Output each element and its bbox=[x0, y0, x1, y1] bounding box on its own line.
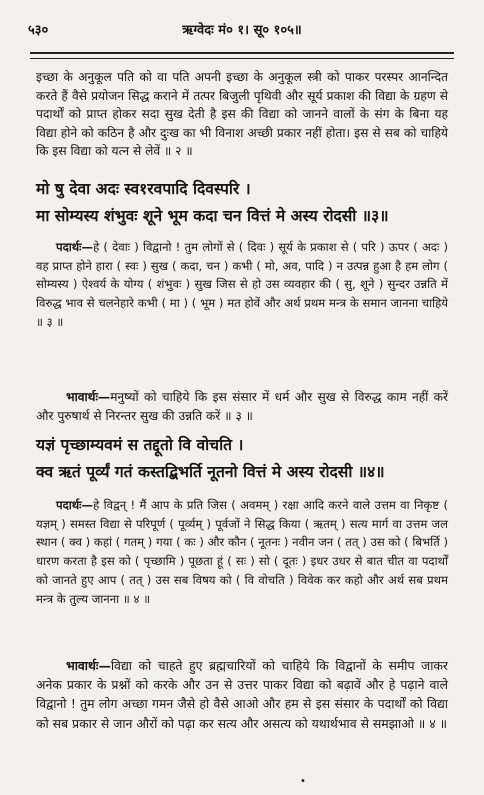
bhavartha-4-label: भावार्थः— bbox=[66, 658, 111, 673]
header-rule bbox=[30, 52, 454, 59]
running-title: ऋग्वेदः मं० १। सू० १०५॥ bbox=[182, 23, 302, 38]
padartha-3 bbox=[36, 238, 448, 332]
bhavartha-3 bbox=[36, 388, 448, 425]
bhavartha-4-text: विद्या को चाहते हुए ब्रह्मचारियों को चाहिये कि विद्वानों के समीप जाकर अनेक प्रकार के प्रश्नों को करके और उन से उत्तर पाकर विद्या को बढ़ावें और हे पढ़ाने वाले विद्वानो ! तुम लोग अच्छा गमन जैसे हो वैसे आओ और हम से इस संसार के पदार्थों को विद्या को सब प्रकार से जान औरों को पढ़ा कर सत्य और असत्य को यथार्थभाव से समझाओ ॥ ४ ॥ bbox=[36, 658, 448, 731]
bhavartha-3-text: मनुष्यों को चाहिये कि इस संसार में धर्म और सुख से विरुद्ध काम नहीं करें और पुरुषार्थ से निरन्तर सुख की उन्नति करें ॥ ३ ॥ bbox=[36, 390, 448, 423]
page-number: ५३० bbox=[28, 23, 49, 38]
mantra-4-line-2: क्व ऋतं पूर्व्यं गतं कस्तद्बिभर्ति नूतनो वित्तं मे अस्य रोदसी ॥४॥ bbox=[36, 463, 385, 481]
padartha-4-text: हे विद्वन् ! मैं आप के प्रति जिस ( अवमम् ) रक्षा आदि करने वाले उत्तम वा निकृष्ट ( यज्ञम् ) समस्त विद्या से परिपूर्ण ( पूर्व्यम् ) पूर्वजों ने सिद्ध किया ( ऋतम् ) सत्य मार्ग वा उत्तम जल स्थान ( क्व ) कहां ( गतम् ) गया ( कः ) और कौन ( नूतनः ) नवीन जन ( तत् ) उस को ( बिभर्ति ) धारण करता है इस को ( पृच्छामि ) पूछता हूं ( सः ) सो ( दूतः ) इधर उधर से बात चीत वा पदार्थों को जानते हुए आप ( तत् ) उस सब विषय को ( वि वोचति ) विवेक कर कहो और अर्थ सब प्रथम मन्त्र के तुल्य जानना ॥ ४ ॥ bbox=[36, 498, 448, 606]
mantra-4-line-1: यज्ञं पृच्छाम्यवमं स तद्दूतो वि वोचति । bbox=[36, 436, 244, 454]
printer-mark: • bbox=[300, 776, 306, 787]
intro-paragraph: इच्छा के अनुकूल पति को वा पति अपनी इच्छा के अनुकूल स्त्री को पाकर परस्पर आनन्दित करते हैं वैसे प्रयोजन सिद्ध कराने में तत्पर बिजुली पृथिवी और सूर्य प्रकाश की विद्या के ग्रहण से पदार्थों को प्राप्त होकर सदा सुख देती है इस की विद्या को जानने वालों के संग के बिना यह विद्या होने को कठिन है और दुःख का भी विनाश अच्छी प्रकार नहीं होता। इस से सब को चाहिये कि इस विद्या को यत्न से लेवें ॥ २ ॥ bbox=[36, 70, 448, 159]
page-header bbox=[18, 18, 466, 40]
mantra-3-line-1: मो षु देवा अदः स्व१रवपादि दिवस्परि । bbox=[36, 180, 251, 198]
padartha-3-label: पदार्थः— bbox=[56, 240, 94, 254]
bhavartha-4 bbox=[36, 656, 448, 733]
mantra-3-line-2: मा सोम्यस्य शंभुवः शूने भूम कदा चन वित्तं मे अस्य रोदसी ॥३॥ bbox=[36, 207, 389, 225]
bhavartha-3-label: भावार्थः— bbox=[66, 390, 111, 404]
padartha-4-label: पदार्थः— bbox=[56, 498, 94, 512]
padartha-3-text: हे ( देवाः ) विद्वानो ! तुम लोगों से ( दिवः ) सूर्य के प्रकाश से ( परि ) ऊपर ( अदः ) वह प्राप्त होने हारा ( स्वः ) सुख ( कदा, चन ) कभी ( मो, अव, पादि ) न उत्पन्न हुआ है हम लोग ( सोम्यस्य ) ऐश्वर्य के योग्य ( शंभुवः ) सुख जिस से हो उस व्यवहार की ( सु, शूने ) सुन्दर उन्नति में विरुद्ध भाव से चलनेहारे कभी ( मा ) ( भूम ) मत होवें और अर्थ प्रथम मन्त्र के समान जानना चाहिये ॥ ३ ॥ bbox=[36, 240, 448, 329]
padartha-4 bbox=[36, 496, 448, 608]
